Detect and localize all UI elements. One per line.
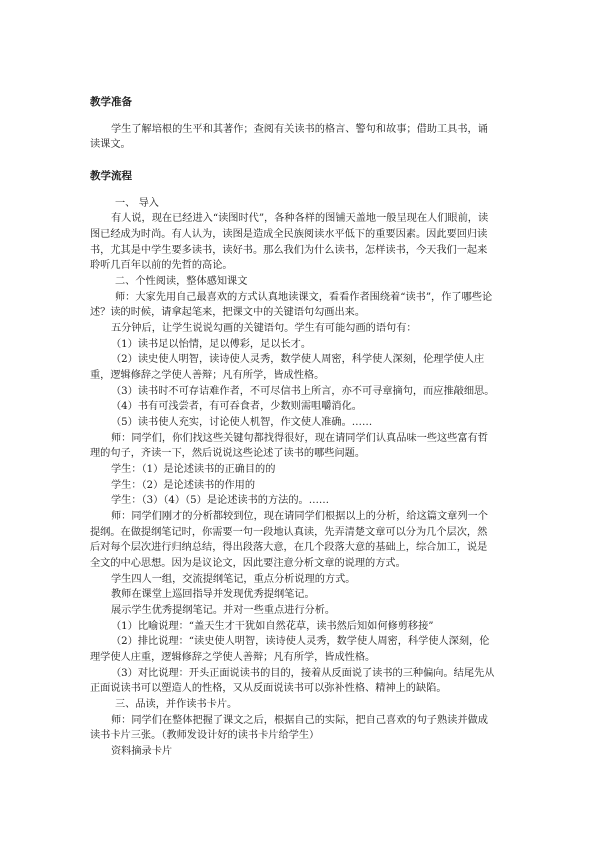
- paragraph-line: 师：同学们，你们找这些关键句都找得很好，现在请同学们认真品味一些这些富有哲: [111, 433, 488, 444]
- paragraph-line: 展示学生优秀提纲笔记。并对一些重点进行分析。: [111, 605, 336, 616]
- paragraph-line: 一、 导入: [115, 198, 159, 209]
- paragraph-line: 后对每个层次进行归纳总结，得出段落大意，在几个段落大意的基础上，综合加工，说是: [90, 542, 488, 553]
- paragraph-line: 书，尤其是中学生要多读书，读好书。那么我们为什么读书，怎样读书，今天我们一起来: [90, 245, 488, 256]
- paragraph-line: （3）读书时不可存诘难作者，不可尽信书上所言，亦不可寻章摘句，而应推敲细思。: [111, 386, 495, 397]
- paragraph-line: 提纲。在做提纲笔记时，你需要一句一段地认真读，先弄清楚文章可以分为几个层次，然: [90, 527, 488, 538]
- paragraph-line: 学生四人一组，交流提纲笔记，重点分析说理的方式。: [111, 574, 356, 585]
- paragraph-line: 读书卡片三张。（教师发设计好的读书卡片给学生）: [90, 730, 320, 741]
- paragraph-line: 正面说读书可以塑造人的性格，又从反面说读书可以弥补性格、精神上的缺陷。: [90, 683, 447, 694]
- paragraph-line: （2）排比说理：“读史使人明智，读诗使人灵秀，数学使人周密，科学使人深刻，伦: [111, 636, 490, 647]
- paragraph-line: （5）读书使人充实，讨论使人机智，作文使人准确。……: [111, 417, 373, 428]
- paragraph-line: 学生了解培根的生平和其著作；查阅有关读书的格言、警句和故事；借助工具书，诵: [111, 124, 488, 135]
- paragraph-line: 学生：（2）是论述读书的作用的: [111, 480, 256, 491]
- paragraph-line: （2）读史使人明智，读诗使人灵秀，数学使人周密，科学使人深刻，伦理学使人庄: [111, 354, 485, 365]
- paragraph-line: 理学使人庄重，逻辑修辞之学使人善辩；凡有所学，皆成性格。: [90, 652, 376, 663]
- paragraph-line: 二、个性阅读，整体感知课文: [115, 276, 248, 287]
- paragraph-line: 全文的中心思想。因为是议论文，因此要注意分析文章的说理的方式。: [90, 558, 406, 569]
- paragraph-line: （3）对比说理：开头正面说读书的目的，接着从反面说了读书的三种偏向。结尾先从: [111, 668, 495, 679]
- paragraph-line: 理的句子，齐读一下，然后说说这些论述了读书的哪些问题。: [90, 448, 366, 459]
- section-heading-flow: 教学流程: [90, 170, 132, 182]
- paragraph-line: 重，逻辑修辞之学使人善辩；凡有所学，皆成性格。: [90, 370, 325, 381]
- paragraph-line: （1）比喻说理：“盖天生才干犹如自然花草，读书然后知如何修剪移接”: [111, 621, 434, 632]
- paragraph-line: 教师在课堂上巡回指导并发现优秀提纲笔记。: [111, 589, 315, 600]
- paragraph-line: 读课文。: [90, 139, 131, 150]
- paragraph-line: 学生：（3）（4）（5）是论述读书的方法的。……: [111, 495, 330, 506]
- paragraph-line: 师：同学们在整体把握了课文之后，根据自己的实际，把自己喜欢的句子熟读并做成: [111, 715, 488, 726]
- paragraph-line: 聆听几百年以前的先哲的高论。: [90, 260, 233, 271]
- paragraph-line: 师：大家先用自己最喜欢的方式认真地读课文，看看作者围绕着“读书”，作了哪些论: [115, 292, 493, 303]
- paragraph-line: 师：同学们刚才的分析都较到位，现在请同学们根据以上的分析，给这篇文章列一个: [111, 511, 488, 522]
- paragraph-line: 资料摘录卡片: [111, 746, 173, 757]
- section-heading-preparation: 教学准备: [90, 96, 132, 108]
- paragraph-line: 三、品读，并作读书卡片。: [115, 699, 238, 710]
- paragraph-line: （1）读书足以怡情，足以傅彩，足以长才。: [111, 339, 312, 350]
- paragraph-line: （4）书有可浅尝者，有可吞食者，少数则需咀嚼消化。: [111, 401, 362, 412]
- paragraph-line: 五分钟后，让学生说说勾画的关键语句。学生有可能勾画的语句有：: [111, 323, 417, 334]
- paragraph-line: 有人说，现在已经进入“读图时代”，各种各样的图铺天盖地一般呈现在人们眼前，读: [111, 213, 489, 224]
- paragraph-line: 述？读的时候，请拿起笔来，把课文中的关键语句勾画出来。: [90, 307, 366, 318]
- paragraph-line: 学生：（1）是论述读书的正确目的的: [111, 464, 276, 475]
- paragraph-line: 图已经成为时尚。有人认为，读图是造成全民族阅读水平低下的重要因素。因此要回归读: [90, 229, 488, 240]
